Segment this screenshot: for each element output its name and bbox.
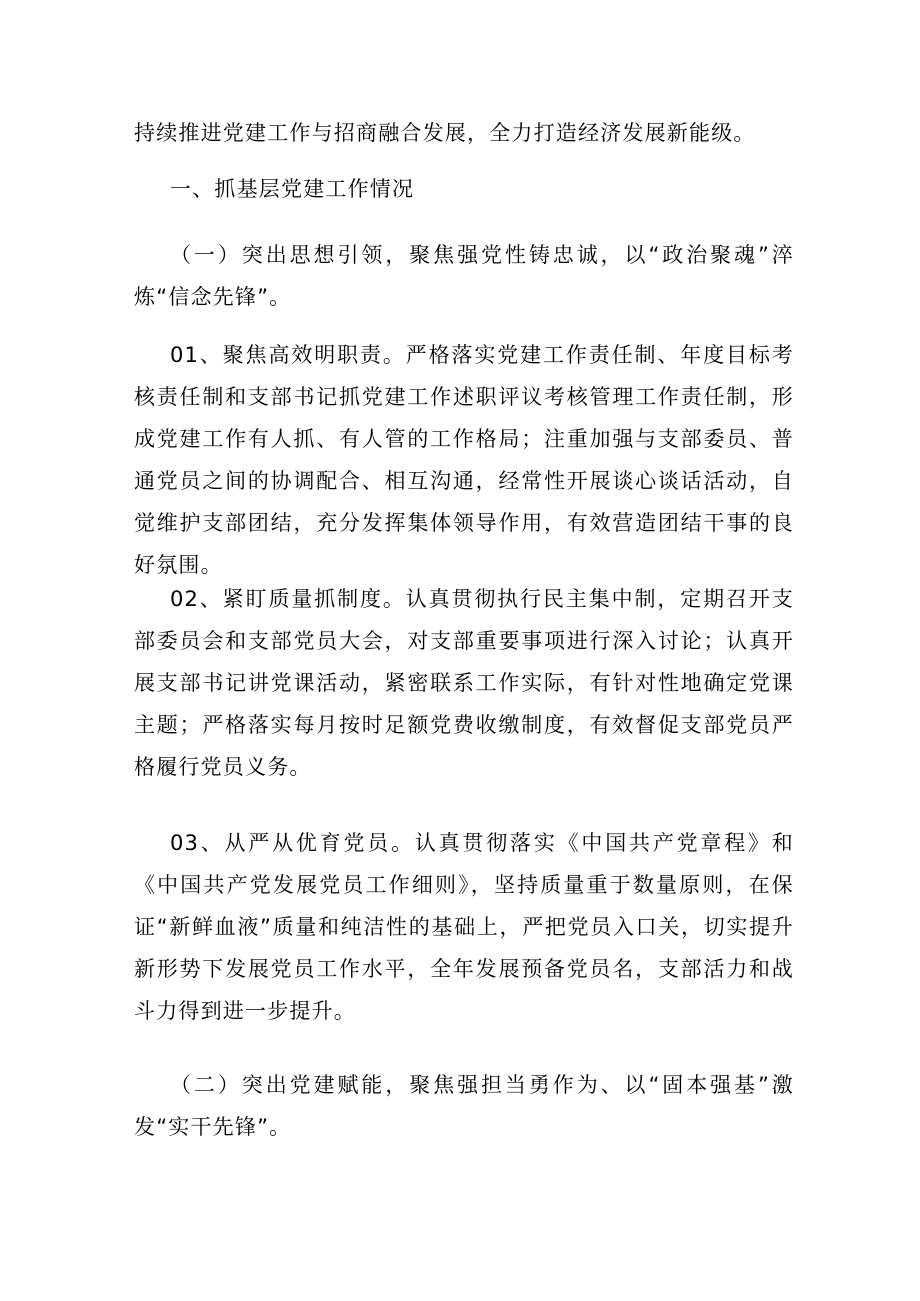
- body-paragraph-02: 02、紧盯质量抓制度。认真贯彻执行民主集中制，定期召开支部委员会和支部党员大会，对支部重要事项进行深入讨论；认真开展支部书记讲党课活动，紧密联系工作实际，有针对性地确定党课主题；严格落实每月按时足额党费收缴制度，有效督促支部党员严格履行党员义务。: [134, 587, 794, 779]
- body-paragraph-continuation: 持续推进党建工作与招商融合发展，全力打造经济发展新能级。: [134, 121, 756, 145]
- subsection-heading-2: （二）突出党建赋能，聚焦强担当勇作为、以“固本强基”激发“实干先锋”。: [134, 1073, 794, 1139]
- section-heading: 一、抓基层党建工作情况: [170, 177, 415, 201]
- body-paragraph-01: 01、聚焦高效明职责。严格落实党建工作责任制、年度目标考核责任制和支部书记抓党建工作述职评议考核管理工作责任制，形成党建工作有人抓、有人管的工作格局；注重加强与支部委员、普通党员之间的协调配合、相互沟通，经常性开展谈心谈话活动，自觉维护支部团结，充分发挥集体领导作用，有效营造团结干事的良好氛围。: [134, 343, 794, 577]
- subsection-heading-1: （一）突出思想引领，聚焦强党性铸忠诚，以“政治聚魂”淬炼“信念先锋”。: [134, 243, 794, 309]
- body-paragraph-03: 03、从严从优育党员。认真贯彻落实《中国共产党章程》和《中国共产党发展党员工作细则》，坚持质量重于数量原则，在保证“新鲜血液”质量和纯洁性的基础上，严把党员入口关，切实提升新形势下发展党员工作水平，全年发展预备党员名，支部活力和战斗力得到进一步提升。: [134, 831, 794, 1023]
